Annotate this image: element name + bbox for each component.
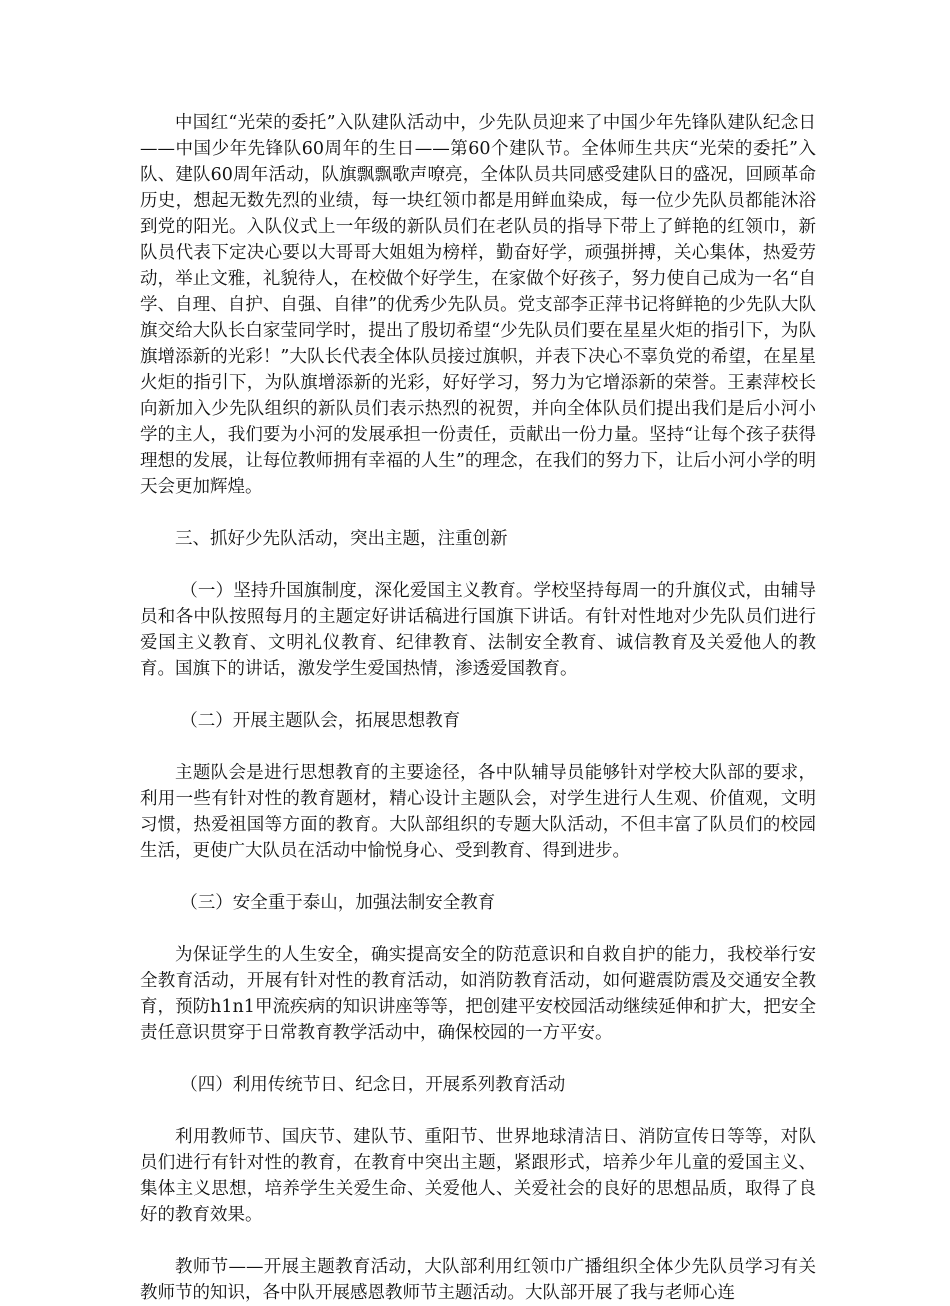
subsection-safety-heading: （三）安全重于泰山，加强法制安全教育 (180, 893, 496, 913)
document-body (140, 110, 816, 1306)
subsection-flag-raising: （一）坚持升国旗制度，深化爱国主义教育。学校坚持每周一的升旗仪式，由辅导员和各中队按照每月的主题定好讲话稿进行国旗下讲话。有针对性地对少先队员们进行爱国主义教育、文明礼仪教育、纪律教育、法制安全教育、诚信教育及关爱他人的教育。国旗下的讲话，激发学生爱国热情，渗透爱国教育。 (140, 581, 816, 679)
subsection-theme-meeting-heading: （二）开展主题队会，拓展思想教育 (180, 711, 461, 731)
paragraph-teachers-day: 教师节——开展主题教育活动，大队部利用红领巾广播组织全体少先队员学习有关教师节的知识，各中队开展感恩教师节主题活动。大队部开展了我与老师心连 (140, 1257, 816, 1303)
paragraph-theme-meeting: 主题队会是进行思想教育的主要途径，各中队辅导员能够针对学校大队部的要求，利用一些有针对性的教育题材，精心设计主题队会，对学生进行人生观、价值观，文明习惯，热爱祖国等方面的教育。大队部组织的专题大队活动，不但丰富了队员们的校园生活，更使广大队员在活动中愉悦身心、受到教育、得到进步。 (140, 763, 816, 861)
subsection-festivals-heading: （四）利用传统节日、纪念日，开展系列教育活动 (180, 1075, 566, 1095)
paragraph-admission-ceremony: 中国红“光荣的委托”入队建队活动中，少先队员迎来了中国少年先锋队建队纪念日——中国少年先锋队60周年的生日——第60个建队节。全体师生共庆“光荣的委托”入队、建队60周年活动，队旗飘飘歌声嘹亮，全体队员共同感受建队日的盛况，回顾革命历史，想起无数先烈的业绩，每一块红领巾都是用鲜血染成，每一位少先队员都能沐浴到党的阳光。入队仪式上一年级的新队员们在老队员的指导下带上了鲜艳的红领巾，新队员代表下定决心要以大哥哥大姐姐为榜样，勤奋好学，顽强拼搏，关心集体，热爱劳动，举止文雅，礼貌待人，在校做个好学生，在家做个好孩子，努力使自己成为一名“自学、自理、自护、自强、自律”的优秀少先队员。党支部李正萍书记将鲜艳的少先队大队旗交给大队长白家莹同学时，提出了殷切希望“少先队员们要在星星火炬的指引下，为队旗增添新的光彩！”大队长代表全体队员接过旗帜，并表下决心不辜负党的希望，在星星火炬的指引下，为队旗增添新的光彩，好好学习，努力为它增添新的荣誉。王素萍校长向新加入少先队组织的新队员们表示热烈的祝贺，并向全体队员们提出我们是后小河小学的主人，我们要为小河的发展承担一份责任，贡献出一份力量。坚持“让每个孩子获得理想的发展，让每位教师拥有幸福的人生”的理念，在我们的努力下，让后小河小学的明天会更加辉煌。 (140, 113, 816, 497)
paragraph-safety-education: 为保证学生的人生安全，确实提高安全的防范意识和自救自护的能力，我校举行安全教育活动，开展有针对性的教育活动，如消防教育活动，如何避震防震及交通安全教育，预防h1n1甲流疾病的知识讲座等等，把创建平安校园活动继续延伸和扩大，把安全责任意识贯穿于日常教育教学活动中，确保校园的一方平安。 (140, 945, 816, 1043)
paragraph-festival-activities: 利用教师节、国庆节、建队节、重阳节、世界地球清洁日、消防宣传日等等，对队员们进行有针对性的教育，在教育中突出主题，紧跟形式，培养少年儿童的爱国主义、集体主义思想，培养学生关爱生命、关爱他人、关爱社会的良好的思想品质，取得了良好的教育效果。 (140, 1127, 816, 1225)
section-heading-3: 三、抓好少先队活动，突出主题，注重创新 (175, 529, 508, 549)
